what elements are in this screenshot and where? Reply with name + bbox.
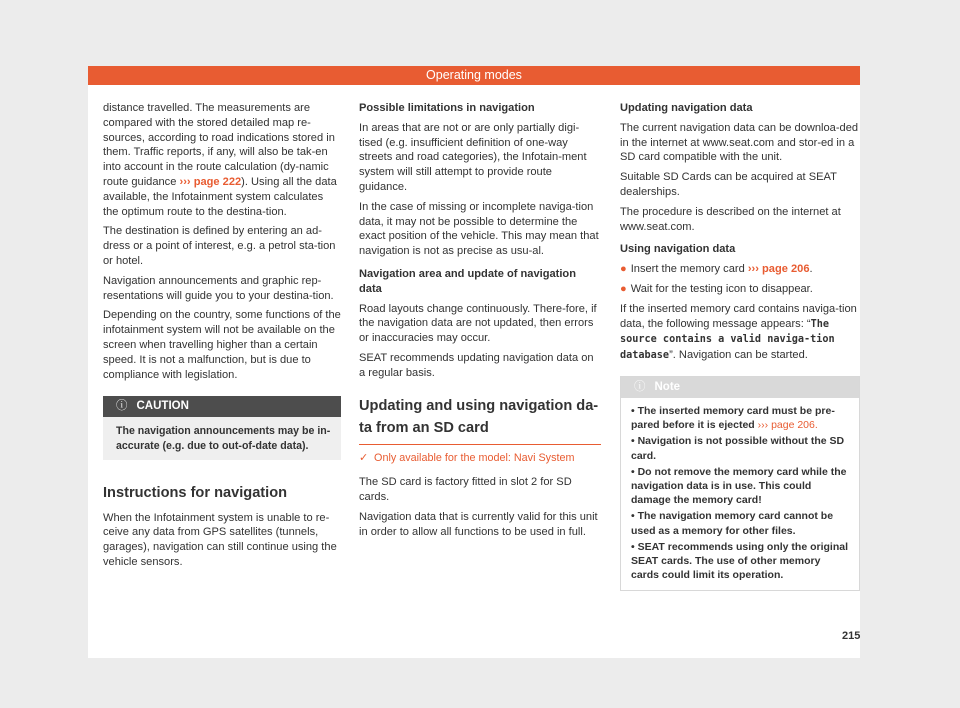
paragraph: The current navigation data can be downloa-ded in the internet at www.seat.com and stor-ed in a SD card compatible with the unit. <box>620 121 859 164</box>
paragraph: SEAT recommends updating navigation data on a regular basis. <box>359 351 594 379</box>
bullet-icon: ● <box>620 263 627 276</box>
subheading: Using navigation data <box>620 243 736 256</box>
column-1 <box>103 101 341 575</box>
paragraph: In the case of missing or incomplete naviga-tion data, it may not be possible to determine the exact position of the vehicle. This may mean that navigation is not as precise as usu-al. <box>359 200 599 258</box>
subheading: Possible limitations in navigation <box>359 102 535 114</box>
bullet-item: ● Wait for the testing icon to disappear. <box>620 282 813 295</box>
note-body <box>621 398 859 590</box>
page-number: 215 <box>842 630 861 642</box>
note-item: • Do not remove the memory card while the navigation data is in use. This could damage the memory card! <box>631 465 847 507</box>
caution-header: ⓘ CAUTION <box>103 396 341 417</box>
paragraph: Road layouts change continuously. There-fore, if the navigation data are not updated, then errors or inaccuracies may occur. <box>359 302 597 345</box>
paragraph: Depending on the country, some functions of the infotainment system will not be available on the screen when travelling higher than a certain speed. It is not a malfunction, but is due to compliance with legislation. <box>103 309 341 381</box>
column-2 <box>359 101 601 545</box>
note-box <box>620 376 860 591</box>
note-item: • The navigation memory card cannot be used as a memory for other files. <box>631 510 834 537</box>
paragraph: Navigation announcements and graphic rep-resentations will guide you to your destina-tion. <box>103 274 334 302</box>
warning-icon: ⓘ <box>116 400 128 413</box>
page-link[interactable]: ››› page 206. <box>757 419 818 432</box>
message-text: The source contains a valid naviga-tion database <box>620 318 835 362</box>
paragraph: The SD card is factory fitted in slot 2 for SD cards. <box>359 476 572 504</box>
paragraph: distance travelled. The measurements are compared with the stored detailed map re-sources, according to road indications stored in them. Traffic reports, if any, will also be tak-en into account in the route calculation (dy-namic route guidance ››› page 222). Using all the data available, the Infotainment system calculates the optimum route to the destina-tion. <box>103 102 337 218</box>
page-link[interactable]: ››› page 222 <box>179 175 242 188</box>
paragraph: Navigation data that is currently valid for this unit in order to allow all functions to be used in full. <box>359 510 598 538</box>
bullet-item: ● Insert the memory card ››› page 206. <box>620 263 813 276</box>
section-heading: Updating and using navigation da-ta from an SD card <box>359 395 601 445</box>
caution-box <box>103 396 341 459</box>
paragraph: Suitable SD Cards can be acquired at SEAT dealerships. <box>620 171 837 198</box>
check-icon: ✓ <box>359 451 369 464</box>
paragraph: The procedure is described on the internet at www.seat.com. <box>620 205 841 233</box>
page-header: Operating modes <box>88 66 860 85</box>
note-item: • Navigation is not possible without the SD card. <box>631 435 845 462</box>
info-icon: ⓘ <box>634 380 646 393</box>
caution-text: The navigation announcements may be in-accurate (e.g. due to out-of-date data). <box>103 417 341 459</box>
paragraph: When the Infotainment system is unable to re-ceive any data from GPS satellites (tunnels, garages), navigation can still continue using the vehicle sensors. <box>103 511 337 568</box>
bullet-icon: ● <box>620 282 627 295</box>
availability-note: ✓ Only available for the model: Navi System <box>359 451 575 464</box>
column-3 <box>620 101 860 591</box>
paragraph: If the inserted memory card contains naviga-tion data, the following message appears: “The source contains a valid naviga-tion database”. Navigation can be started. <box>620 302 857 362</box>
page-link[interactable]: ››› page 206 <box>747 263 810 276</box>
note-item: • SEAT recommends using only the original SEAT cards. The use of other memory cards could limit its operation. <box>631 540 849 582</box>
section-heading: Instructions for navigation <box>103 484 288 501</box>
note-header: ⓘ Note <box>621 377 859 398</box>
subheading: Updating navigation data <box>620 102 753 114</box>
subheading: Navigation area and update of navigation data <box>359 267 576 295</box>
note-item: • The inserted memory card must be pre-pared before it is ejected ››› page 206. <box>631 404 835 432</box>
paragraph: In areas that are not or are only partially digi-tised (e.g. insufficient definition of one-way streets and road categories), the Infotain-ment system will still attempt to provide route guidance. <box>359 121 587 193</box>
paragraph: The destination is defined by entering an ad-dress or a point of interest, e.g. a petrol sta-tion or hotel. <box>103 225 336 267</box>
